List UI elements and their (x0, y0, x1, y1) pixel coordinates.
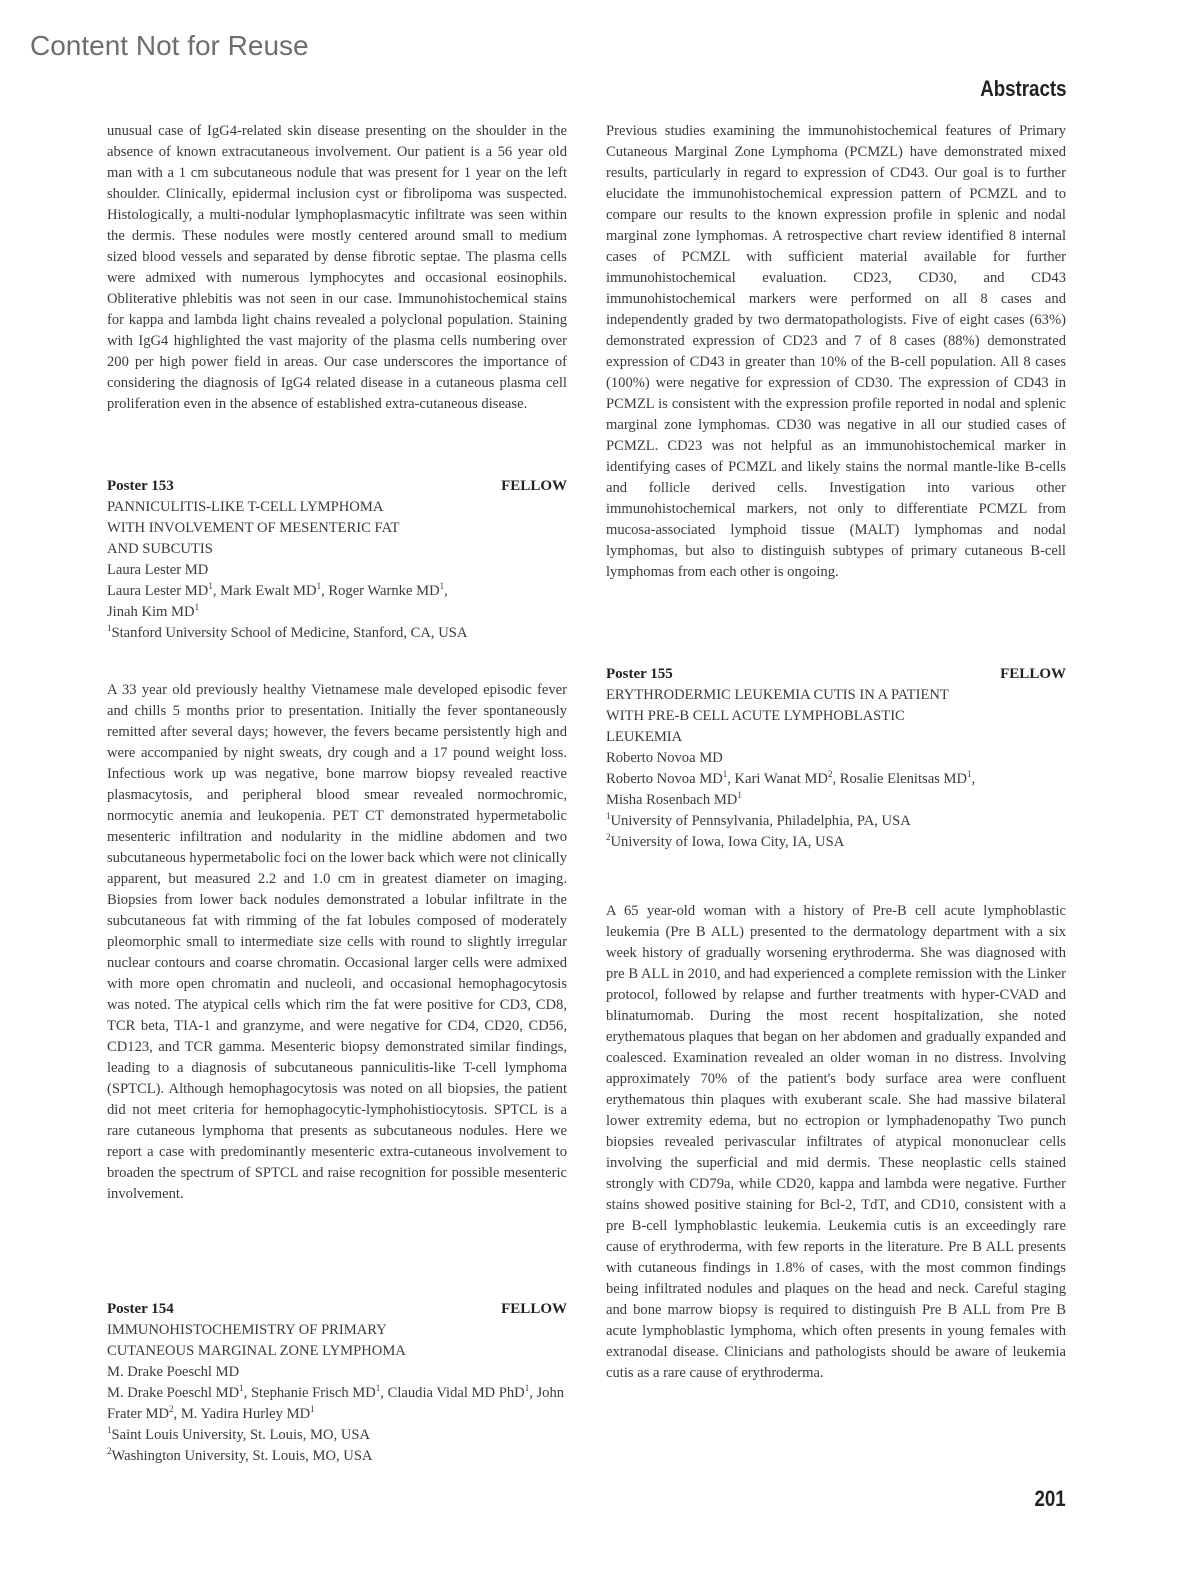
poster-number: Poster 153 (107, 478, 174, 494)
aff-sup: 1 (208, 581, 213, 592)
section-header: Abstracts (979, 76, 1066, 101)
affiliation-text: University of Iowa, Iowa City, IA, USA (610, 834, 845, 850)
author: Stephanie Frisch MD (250, 1385, 376, 1401)
aff-sup: 1 (722, 769, 728, 780)
poster-number: Poster 154 (107, 1301, 174, 1317)
affiliation (606, 811, 1066, 832)
aff-sup: 2 (107, 1446, 112, 1457)
title-line: AND SUBCUTIS (107, 541, 213, 557)
sep: , (321, 583, 329, 599)
author: M. Yadira Hurley MD (180, 1406, 311, 1422)
author: Roberto Novoa MD (606, 771, 723, 787)
aff-sup: 1 (375, 1383, 381, 1394)
sep: , (212, 583, 221, 599)
affiliation (606, 832, 1066, 853)
title-line: CUTANEOUS MARGINAL ZONE LYMPHOMA (107, 1343, 406, 1359)
fellow-badge: FELLOW (1000, 666, 1066, 682)
author: Laura Lester MD (107, 583, 209, 599)
author: John Frater MD (107, 1385, 565, 1422)
aff-sup: 2 (169, 1404, 174, 1415)
abstract-body: A 33 year old previously healthy Vietnamese male developed episodic fever and chills 5 months prior to presentation. Initially the fever spontaneously remitted after several days; however, the fevers became persistently high and were accompanied by night sweats, dry cough and a 17 pound weight loss. Infectious work up was negative, bone marrow biopsy revealed reactive plasmacytosis, and peripheral blood smear revealed normochromic, normocytic anemia and leukopenia. PET CT demonstrated hypermetabolic mesenteric infiltration and nodularity in the midline abdomen and two subcutaneous hypermetabolic foci on the lower back which were not clinically apparent, but measured 2.2 and 1.0 cm in greatest diameter on imaging. Biopsies from lower back nodules demonstrated a lobular infiltrate in the subcutaneous fat with rimming of the fat lobules composed of moderately pleomorphic small to intermediate size cells with round to slightly irregular nuclear contours and coarse chromatin. Occasional larger cells were admixed with more open chromatin and nucleoli, and occasional hemophagocytosis was noted. The atypical cells which rim the fat were positive for CD3, CD8, TCR beta, TIA-1 and granzyme, and were negative for CD4, CD20, CD56, CD123, and TCR gamma. Mesenteric biopsy demonstrated similar findings, leading to a diagnosis of subcutaneous panniculitis-like T-cell lymphoma (SPTCL). Although hemophagocytosis was noted on all biopsies, the patient did not meet criteria for hemophagocytic-lymphohistiocytosis. SPTCL is a rare cutaneous lymphoma that presents as subcutaneous nodules. Here we report a case with predominantly mesenteric extra-cutaneous involvement to broaden the spectrum of SPTCL and raise recognition for possible mesenteric involvement. (107, 682, 567, 1202)
fellow-badge: FELLOW (501, 1301, 567, 1317)
presenter: Laura Lester MD (107, 562, 209, 578)
author: Roger Warnke MD (328, 583, 440, 599)
sep: , (444, 583, 448, 599)
affiliation-text: Washington University, St. Louis, MO, USA (111, 1448, 373, 1464)
watermark: Content Not for Reuse (30, 30, 309, 61)
aff-sup: 1 (737, 790, 742, 801)
aff-sup: 1 (107, 623, 112, 634)
author: Mark Ewalt MD (220, 583, 317, 599)
aff-sup: 1 (316, 581, 322, 592)
page-number: 201 (1034, 1486, 1066, 1511)
aff-sup: 1 (239, 1383, 244, 1394)
affiliation-text: Stanford University School of Medicine, Stanford, CA, USA (111, 625, 468, 641)
poster-title (107, 1320, 567, 1362)
aff-sup: 1 (107, 1425, 112, 1436)
affiliation (107, 1425, 567, 1446)
aff-sup: 1 (524, 1383, 530, 1394)
authors: M. Drake Poeschl $MD^1$, Stephanie Frisch $MD^1$, Claudia Vidal MD PhD$^1$, John Frater $MD^2$, M. Yadira Hurley $MD^1$ (107, 1383, 565, 1422)
poster-title (606, 685, 1066, 748)
abstract-body: Previous studies examining the immunohistochemical features of Primary Cutaneous Marginal Zone Lymphoma (PCMZL) have demonstrated mixed results, particularly in regard to expression of CD43. Our goal is to further elucidate the immunohistochemical expression pattern of PCMZL and to compare our results to the known expression profile in splenic and nodal marginal zone lymphomas. A retrospective chart review identified 8 internal cases of PCMZL with sufficient material available for further immunohistochemical evaluation. CD23, CD30, and CD43 immunohistochemical markers were performed on all 8 cases and independently graded by two dermatopathologists. Five of eight cases (63%) demonstrated expression of CD23 and 7 of 8 cases (88%) demonstrated expression of CD43 in greater than 10% of the B-cell population. All 8 cases (100%) were negative for expression of CD30. The expression of CD43 in PCMZL is consistent with the expression profile reported in nodal and splenic marginal zone lymphomas. CD30 was negative in all our studied cases of PCMZL. CD23 was not helpful as an immunohistochemical marker in identifying cases of PCMZL and likely stains the normal mantle-like B-cells and follicle derived cells. Investigation into various other immunohistochemical markers, not only to differentiate PCMZL from mucosa-associated lymphoid tissue (MALT) lymphomas and nodal lymphomas, but also to distinguish subtypes of primary cutaneous B-cell lymphomas from each other is ongoing. (606, 123, 1066, 580)
author: M. Drake Poeschl MD (107, 1385, 240, 1401)
aff-sup: 1 (967, 769, 972, 780)
left-intro-block (107, 121, 567, 415)
presenter: Roberto Novoa MD (606, 750, 723, 766)
abstract-body: A 65 year-old woman with a history of Pre-B cell acute lymphoblastic leukemia (Pre B ALL) presented to the dermatology department with a six week history of gradually worsening erythroderma. She was diagnosed with pre B ALL in 2010, and had experienced a complete remission with the Linker protocol, followed by relapse and further treatments with hyper-CVAD and blinatumomab. During the most recent hospitalization, she noted erythematous plaques that began on her abdomen and gradually expanded and coalesced. Examination revealed an older woman in no distress. Involving approximately 70% of the patient's body surface area were confluent erythematous thin plaques with exuberant scale. She had massive bilateral lower extremity edema, but no ectropion or lymphadenopathy Two punch biopsies revealed perivascular infiltrates of atypical mononuclear cells involving the superficial and mid dermis. These neoplastic cells stained strongly with CD79a, while CD20, kappa and lambda were negative. Further stains showed positive staining for Bcl-2, TdT, and CD10, consistent with a pre B-cell lymphoblastic leukemia. Leukemia cutis is an exceedingly rare cause of erythroderma, with few reports in the literature. Pre B ALL presents with cutaneous findings in 1.8% of cases, with the most common findings being infiltrated nodules and plaques on the head and neck. Careful staging and bone marrow biopsy is required to distinguish Pre B ALL from Pre B acute lymphoblastic lymphoma, which often presents in young females with extranodal disease. Clinicians and pathologists should be aware of leukemia cutis as a rare cause of erythroderma. (606, 903, 1066, 1381)
author: Jinah Kim MD (107, 604, 195, 620)
poster-154-header (107, 1299, 567, 1467)
aff-sup: 1 (606, 811, 611, 822)
title-line: IMMUNOHISTOCHEMISTRY OF PRIMARY (107, 1322, 387, 1338)
poster-154-body (606, 121, 1066, 583)
title-line: ERYTHRODERMIC LEUKEMIA CUTIS IN A PATIENT (606, 687, 949, 703)
title-line: PANNICULITIS-LIKE T-CELL LYMPHOMA (107, 499, 384, 515)
title-line: LEUKEMIA (606, 729, 683, 745)
affiliation (107, 1446, 567, 1467)
poster-title (107, 497, 567, 560)
aff-sup: 2 (606, 832, 611, 843)
affiliation-text: Saint Louis University, St. Louis, MO, USA (111, 1427, 371, 1443)
author: Misha Rosenbach MD (606, 792, 738, 808)
author: Rosalie Elenitsas MD (839, 771, 968, 787)
author: Kari Wanat MD (734, 771, 828, 787)
aff-sup: 1 (439, 581, 445, 592)
poster-155 (606, 664, 1066, 1384)
authors (107, 581, 567, 623)
aff-sup: 1 (194, 602, 200, 613)
title-line: WITH PRE-B CELL ACUTE LYMPHOBLASTIC (606, 708, 905, 724)
affiliation-text: University of Pennsylvania, Philadelphia, PA, USA (610, 813, 911, 829)
affiliation (107, 623, 567, 644)
aff-sup: 1 (310, 1404, 315, 1415)
abstract-body: unusual case of IgG4-related skin disease presenting on the shoulder in the absence of known extracutaneous involvement. Our patient is a 56 year old man with a 1 cm subcutaneous nodule that was present for 1 year on the left shoulder. Clinically, epidermal inclusion cyst or fibrolipoma was suspected. Histologically, a multi-nodular lymphoplasmacytic infiltrate was seen within the dermis. These nodules were mostly centered around small to medium sized blood vessels and separated by dense fibrotic septae. The plasma cells were admixed with numerous lymphocytes and occasional eosinophils. Obliterative phlebitis was not seen in our case. Immunohistochemical stains for kappa and lambda light chains revealed a polyclonal population. Staining with IgG4 highlighted the vast majority of the plasma cells numbering over 200 per high power field in areas. Our case underscores the importance of considering the diagnosis of IgG4 related disease in a cutaneous plasma cell proliferation even in the absence of established extra-cutaneous disease. (107, 123, 567, 412)
poster-number: Poster 155 (606, 666, 673, 682)
poster-153 (107, 476, 567, 1205)
aff-sup: 2 (827, 769, 833, 780)
title-line: WITH INVOLVEMENT OF MESENTERIC FAT (107, 520, 400, 536)
authors: Roberto Novoa $MD^1$, Kari Wanat $MD^2$, Rosalie Elenitsas $MD^1$, Misha Rosenbach $MD^1$ (606, 769, 976, 808)
fellow-badge: FELLOW (501, 478, 567, 494)
author: Claudia Vidal MD PhD (387, 1385, 525, 1401)
presenter: M. Drake Poeschl MD (107, 1364, 240, 1380)
